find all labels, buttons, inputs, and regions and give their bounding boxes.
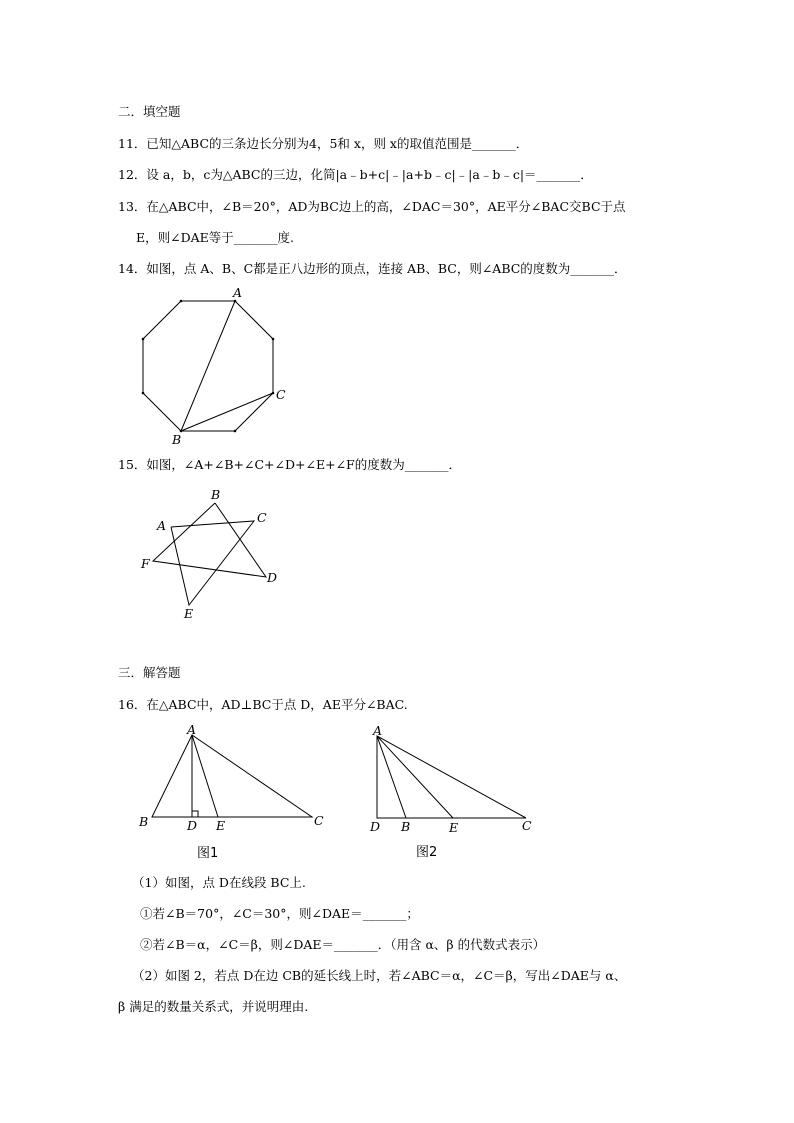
- question-11: 11．已知△ABC的三条边长分别为4，5和 x，则 x的取值范围是_______．: [118, 136, 529, 151]
- segment-ab: [181, 301, 235, 431]
- figure-1: [135, 722, 335, 837]
- section-3-title: 三．解答题: [118, 665, 181, 680]
- question-14: 14．如图，点 A、B、C都是正八边形的顶点，连接 AB、BC，则∠ABC的度数为_______．: [118, 261, 627, 276]
- star-label-a: A: [157, 518, 167, 533]
- star-label-e: E: [184, 606, 194, 621]
- star-figure: [135, 485, 285, 625]
- bisector-ae: [377, 736, 453, 818]
- triangle-adc: [377, 736, 526, 818]
- bisector-ae: [192, 735, 218, 817]
- fig1-label-c: C: [314, 813, 324, 828]
- fig2-label-b: B: [401, 819, 411, 834]
- question-13-line-1: 13．在△ABC中，∠B＝20°，AD为BC边上的高，∠DAC＝30°，AE平分∠BAC交BC于点: [118, 199, 626, 214]
- part-2-line-1: （2）如图 2，若点 D在边 CB的延长线上时，若∠ABC＝α，∠C＝β，写出∠DAE与 α、: [132, 968, 627, 983]
- octagon-figure: [130, 285, 300, 450]
- fig2-label-a: A: [373, 723, 383, 738]
- question-13-line-2: E，则∠DAE等于_______度.: [136, 230, 294, 245]
- figure-2: [365, 722, 545, 837]
- part-1: （1）如图，点 D在线段 BC上.: [132, 875, 306, 890]
- star-label-b: B: [211, 487, 221, 502]
- question-12: 12．设 a，b，c为△ABC的三边，化简|a﹣b+c|﹣|a+b﹣c|﹣|a﹣b﹣c|＝_______．: [118, 167, 593, 182]
- star-label-d: D: [267, 570, 278, 585]
- octagon-label-b: B: [172, 432, 182, 447]
- part-1-item-1: ①若∠B＝70°，∠C＝30°，则∠DAE＝_______；: [140, 906, 419, 921]
- fig1-label-b: B: [139, 814, 149, 829]
- star-label-c: C: [257, 510, 267, 525]
- question-16: 16．在△ABC中，AD⊥BC于点 D，AE平分∠BAC.: [118, 697, 408, 712]
- part-1-item-2: ②若∠B＝α，∠C＝β，则∠DAE＝_______．（用含 α、β 的代数式表示）: [140, 937, 546, 952]
- fig2-label-d: D: [370, 819, 381, 834]
- figure-1-caption: 图1: [197, 846, 219, 861]
- fig2-label-c: C: [522, 818, 532, 833]
- star-label-f: F: [141, 556, 150, 571]
- figure-2-caption: 图2: [416, 845, 438, 860]
- fig1-label-d: D: [187, 818, 198, 833]
- fig2-label-e: E: [449, 820, 459, 835]
- part-2-line-2: β 满足的数量关系式，并说明理由.: [118, 999, 309, 1014]
- triangle-b-d-f: [153, 503, 266, 577]
- question-15: 15．如图，∠A+∠B+∠C+∠D+∠E+∠F的度数为_______．: [118, 457, 461, 472]
- triangle-abc: [152, 735, 312, 817]
- octagon-label-a: A: [233, 285, 243, 300]
- right-angle-mark: [192, 811, 198, 817]
- fig1-label-a: A: [187, 722, 197, 737]
- octagon-label-c: C: [276, 387, 286, 402]
- triangle-a-c-e: [171, 521, 254, 605]
- fig1-label-e: E: [216, 818, 226, 833]
- section-2-title: 二．填空题: [118, 104, 181, 119]
- segment-ab: [377, 736, 406, 818]
